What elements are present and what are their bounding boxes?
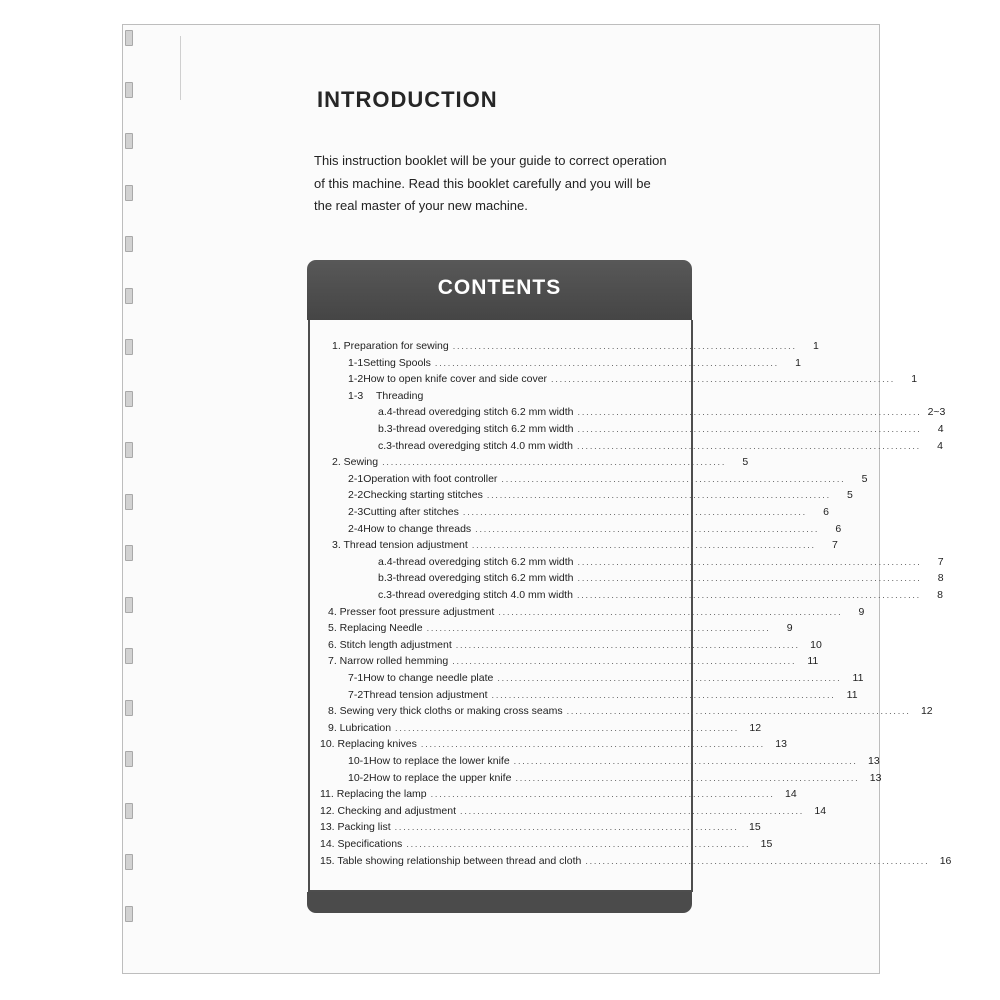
toc-entry-title: Operation with foot controller — [363, 472, 498, 485]
contents-footer-bar — [307, 892, 692, 913]
binding-hole — [125, 288, 133, 304]
toc-entry-page: 11 — [846, 688, 858, 701]
toc-entry-page: 11 — [807, 655, 819, 668]
toc-entry-page: 2~3 — [927, 406, 946, 419]
toc-entry-number: 2-2 — [348, 489, 364, 502]
toc-entry — [348, 371, 918, 388]
toc-entry-title: 4-thread overedging stitch 6.2 mm width — [386, 555, 574, 568]
toc-entry — [328, 703, 933, 720]
contents-title: CONTENTS — [437, 276, 562, 299]
binding-hole — [125, 854, 133, 870]
toc-entry — [320, 853, 952, 870]
toc-leader-dots: ................................................................................ — [486, 490, 831, 501]
toc-entry-title: How to change needle plate — [363, 672, 494, 684]
toc-entry-title: Thread tension adjustment — [363, 688, 488, 701]
toc-entry-page: 9 — [858, 605, 865, 618]
toc-leader-dots: ................................................................................ — [426, 623, 771, 634]
toc-leader-dots: ................................................................................ — [551, 374, 896, 385]
toc-entry-page: 5 — [847, 489, 853, 502]
binding-hole — [125, 751, 133, 767]
binding-hole — [125, 545, 133, 561]
toc-entry — [320, 836, 773, 853]
toc-entry-number: 10-1 — [348, 755, 370, 767]
toc-leader-dots: ................................................................................ — [460, 805, 805, 816]
binding-hole — [125, 236, 133, 252]
toc-entry — [328, 620, 793, 637]
toc-entry — [378, 570, 944, 587]
toc-entry — [348, 388, 678, 405]
toc-entry-page: 9 — [786, 622, 793, 635]
toc-entry-number: 7-1 — [348, 672, 364, 684]
toc-entry-page: 8 — [937, 572, 944, 585]
toc-entry-number: 2-1 — [348, 472, 364, 485]
toc-leader-dots: ................................................................................ — [566, 706, 911, 717]
toc-leader-dots: ................................................................................ — [576, 590, 921, 600]
binding-holes — [125, 24, 135, 974]
toc-entry-page: 6 — [835, 522, 842, 535]
toc-entry-title: 1. Preparation for sewing — [332, 340, 449, 352]
toc-entry-page: 1 — [812, 340, 819, 352]
toc-entry-page: 15 — [760, 838, 773, 850]
toc-entry-number: 2-4 — [348, 522, 364, 535]
toc-entry-title: How to change threads — [363, 522, 472, 535]
toc-entry-number: b. — [378, 423, 387, 435]
toc-entry-page: 13 — [868, 755, 880, 767]
toc-entry-page: 1 — [795, 356, 801, 369]
binding-hole — [125, 803, 133, 819]
toc-entry-title: 3-thread overedging stitch 4.0 mm width — [386, 589, 573, 601]
toc-leader-dots: ................................................................................ — [513, 756, 858, 766]
toc-leader-dots: ................................................................................ — [452, 656, 797, 667]
toc-entry-number: a. — [378, 406, 387, 419]
toc-entry — [348, 753, 880, 770]
toc-leader-dots: ................................................................................ — [471, 540, 816, 551]
toc-entry-number: 1-2 — [348, 373, 364, 386]
toc-leader-dots: ................................................................................ — [585, 855, 930, 866]
toc-entry-page: 13 — [775, 738, 787, 751]
toc-leader-dots: ................................................................................ — [577, 424, 922, 434]
toc-entry-page: 8 — [937, 589, 943, 601]
toc-entry-title: 14. Specifications — [320, 838, 403, 850]
binding-hole — [125, 648, 133, 664]
toc-entry — [348, 487, 853, 504]
toc-entry — [348, 471, 868, 488]
toc-leader-dots: ................................................................................ — [577, 407, 922, 418]
toc-entry-page: 7 — [832, 539, 838, 552]
toc-entry-title: Threading — [376, 389, 424, 402]
toc-entry-title: 3-thread overedging stitch 6.2 mm width — [386, 423, 574, 435]
toc-entry-title: How to open knife cover and side cover — [363, 373, 548, 386]
toc-entry-page: 6 — [823, 506, 829, 518]
toc-entry — [332, 454, 749, 471]
toc-entry — [332, 537, 838, 554]
toc-entry-title: 7. Narrow rolled hemming — [328, 655, 449, 668]
intro-line: the real master of your new machine. — [314, 198, 528, 213]
toc-entry-title: 2. Sewing — [332, 456, 379, 469]
toc-entry-number: 1-1 — [348, 356, 364, 369]
toc-entry-title: 4-thread overedging stitch 6.2 mm width — [386, 406, 574, 419]
toc-entry-title: 8. Sewing very thick cloths or making cross seams — [328, 705, 563, 718]
toc-leader-dots: ................................................................................ — [498, 606, 843, 617]
toc-entry-page: 12 — [749, 721, 762, 734]
toc-entry — [378, 554, 944, 571]
binding-hole — [125, 906, 133, 922]
toc-leader-dots: ................................................................................ — [475, 523, 820, 534]
toc-entry — [320, 736, 787, 753]
toc-leader-dots: ................................................................................ — [394, 822, 739, 833]
toc-entry-number: b. — [378, 572, 387, 585]
toc-entry — [328, 604, 865, 621]
toc-entry-title: 3-thread overedging stitch 4.0 mm width — [386, 439, 573, 452]
toc-entry-title: Setting Spools — [363, 356, 431, 369]
toc-entry — [348, 521, 842, 538]
toc-entry-title: 15. Table showing relationship between thread and cloth — [320, 854, 582, 867]
toc-entry-title: 3. Thread tension adjustment — [332, 539, 468, 552]
toc-entry-page: 4 — [937, 423, 944, 435]
toc-leader-dots: ................................................................................ — [382, 457, 727, 468]
toc-entry — [378, 438, 943, 455]
binding-hole — [125, 597, 133, 613]
toc-entry — [348, 687, 858, 704]
toc-leader-dots: ................................................................................ — [576, 440, 921, 451]
toc-entry-title: Cutting after stitches — [363, 506, 459, 518]
toc-entry-number: a. — [378, 555, 387, 568]
toc-entry — [320, 786, 797, 803]
page-title: INTRODUCTION — [317, 87, 498, 112]
toc-entry-title: 3-thread overedging stitch 6.2 mm width — [386, 572, 574, 585]
toc-leader-dots: ................................................................................ — [452, 341, 797, 351]
toc-entry-number: 1-3 — [348, 389, 364, 402]
toc-leader-dots: ................................................................................ — [455, 639, 800, 650]
toc-entry-page: 14 — [814, 804, 827, 817]
toc-entry-title: 4. Presser foot pressure adjustment — [328, 605, 495, 618]
binding-hole — [125, 700, 133, 716]
toc-entry — [320, 819, 761, 836]
toc-entry-page: 1 — [911, 373, 918, 386]
toc-entry-title: How to replace the upper knife — [369, 771, 512, 784]
toc-leader-dots: ................................................................................ — [577, 556, 922, 567]
toc-entry — [378, 421, 944, 438]
toc-entry-page: 12 — [920, 705, 933, 718]
intro-line: This instruction booklet will be your guide to correct operation — [314, 153, 667, 168]
toc-entry-title: 12. Checking and adjustment — [320, 804, 457, 817]
toc-entry — [348, 670, 864, 687]
contents-header — [307, 260, 692, 320]
toc-entry-number: c. — [378, 589, 387, 601]
toc-entry — [328, 653, 819, 670]
toc-leader-dots: ................................................................................ — [420, 739, 765, 750]
toc-entry-page: 16 — [939, 854, 952, 867]
scan-mark — [180, 36, 181, 100]
toc-entry-page: 4 — [937, 439, 943, 452]
binding-hole — [125, 339, 133, 355]
toc-entry — [328, 637, 822, 654]
toc-entry-page: 5 — [742, 456, 749, 469]
toc-entry-title: 5. Replacing Needle — [328, 622, 423, 635]
toc-leader-dots: ................................................................................ — [462, 507, 807, 517]
binding-hole — [125, 30, 133, 46]
toc-entry-title: 10. Replacing knives — [320, 738, 417, 751]
toc-entry-page: 5 — [861, 472, 868, 485]
toc-entry-title: 9. Lubrication — [328, 721, 392, 734]
toc-entry-number: 10-2 — [348, 771, 370, 784]
toc-leader-dots: ................................................................................ — [577, 573, 922, 584]
toc-entry-title: 6. Stitch length adjustment — [328, 638, 452, 651]
binding-hole — [125, 391, 133, 407]
toc-entry-title: How to replace the lower knife — [369, 755, 510, 767]
toc-leader-dots: ................................................................................ — [515, 772, 860, 783]
binding-hole — [125, 442, 133, 458]
intro-line: of this machine. Read this booklet carefully and you will be — [314, 175, 651, 191]
binding-hole — [125, 494, 133, 510]
binding-hole — [125, 133, 133, 149]
toc-entry — [328, 720, 762, 737]
toc-entry — [332, 338, 819, 355]
toc-entry-title: 11. Replacing the lamp — [320, 788, 427, 801]
toc-leader-dots: ................................................................................ — [434, 357, 779, 368]
toc-entry — [378, 404, 946, 421]
toc-entry-page: 10 — [810, 638, 822, 651]
toc-entry — [348, 770, 882, 787]
toc-entry — [348, 504, 829, 521]
toc-entry-page: 11 — [852, 672, 864, 684]
toc-entry-title: 13. Packing list — [320, 821, 391, 834]
toc-entry — [378, 587, 943, 604]
toc-entry-page: 7 — [937, 555, 944, 568]
toc-entry-page: 13 — [869, 771, 882, 784]
toc-entry-number: 7-2 — [348, 688, 364, 701]
toc-leader-dots: ................................................................................ — [430, 789, 775, 800]
toc-leader-dots: ................................................................................ — [491, 689, 836, 700]
binding-hole — [125, 82, 133, 98]
binding-hole — [125, 185, 133, 201]
toc-leader-dots: ................................................................................ — [395, 722, 740, 733]
toc-leader-dots: ................................................................................ — [406, 839, 751, 849]
intro-paragraph — [314, 150, 714, 218]
toc-entry — [320, 803, 827, 820]
toc-entry-number: c. — [378, 439, 387, 452]
toc-entry-page: 14 — [784, 788, 797, 801]
toc-entry-page: 15 — [748, 821, 761, 834]
toc-leader-dots: ................................................................................ — [501, 473, 846, 484]
toc-leader-dots: ................................................................................ — [497, 673, 842, 683]
toc-entry — [348, 355, 801, 372]
toc-entry-number: 2-3 — [348, 506, 364, 518]
toc-entry-title: Checking starting stitches — [363, 489, 483, 502]
